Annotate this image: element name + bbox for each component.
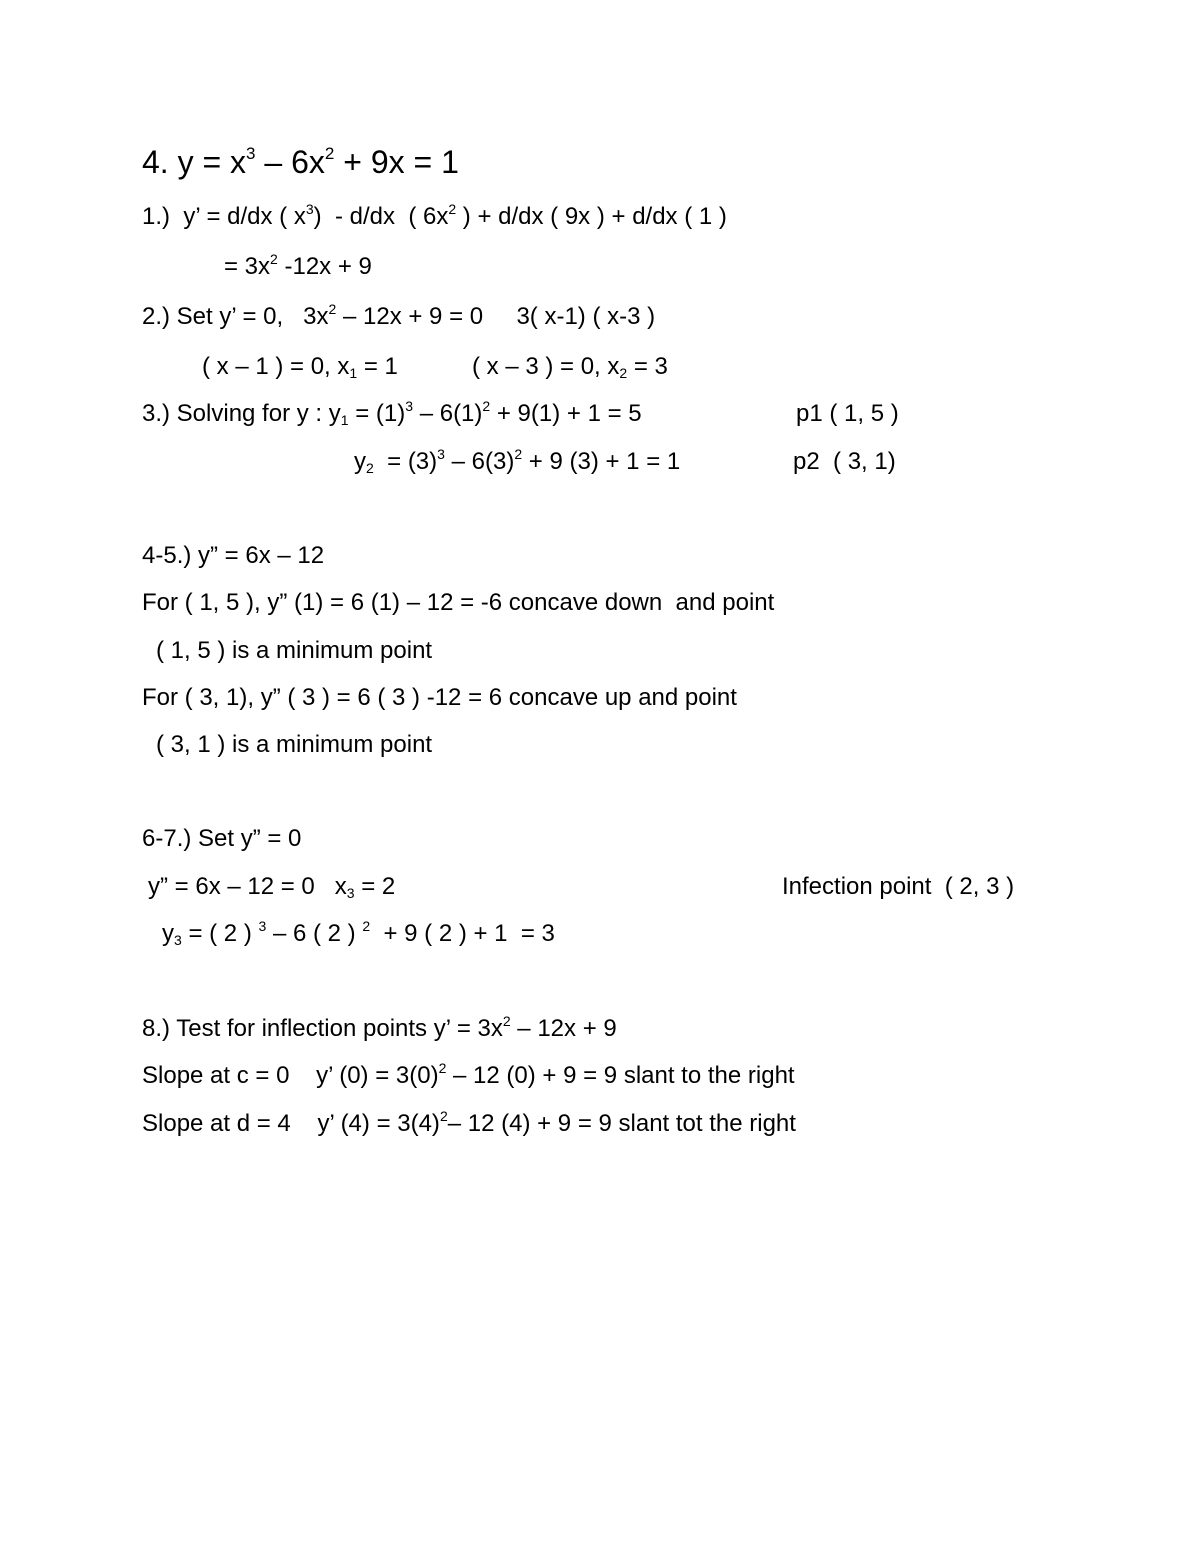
step45-conclusion-p1: ( 1, 5 ) is a minimum point — [156, 637, 433, 664]
step2-root-1: ( x – 1 ) = 0, $x_1 = 1$ — [202, 353, 398, 381]
point-p2: p2 ( 3, 1) — [793, 448, 896, 475]
step67-solve-y3: $y_3$ = ( 2 ) $^3$ – 6 ( 2 ) $^2$ + 9 ( 2 ) + 1 = 3 — [162, 918, 555, 948]
problem-title: 4. $y = x^3 - 6x^2 + 9x = 1$ — [142, 144, 459, 180]
step45-second-derivative: 4-5.) y” = 6x – 12 — [142, 542, 325, 569]
step1-result: = $3x^2$ -12x + 9 — [224, 251, 372, 280]
point-p1: p1 ( 1, 5 ) — [796, 400, 899, 427]
step2-root-2: ( x – 3 ) = 0, $x_2 = 3$ — [472, 353, 668, 381]
step1-derivative: 1.) y’ = d/dx ( $x^3) - d/dx$ ( $6x^2$ ) + d/dx ( 9x ) + d/dx ( 1 ) — [142, 201, 727, 230]
step2-set-zero: 2.) Set y’ = 0, $3x^2 - 12x + 9 = 0$ 3( x-1) ( x-3 ) — [142, 301, 656, 330]
step8-slope-d: Slope at d = 4 y’ $(4) = 3(4)^2-$ 12 (4) + 9 = 9 slant tot the right — [142, 1108, 796, 1137]
step3-solve-y2: $y_2 = (3)^3 - 6(3)^2 + 9$ (3) + 1 = 1 — [354, 446, 681, 476]
inflection-point-label: Infection point ( 2, 3 ) — [782, 873, 1015, 900]
step67-set-zero: 6-7.) Set y” = 0 — [142, 825, 302, 852]
step8-test-inflection: 8.) Test for inflection points y’ = $3x^2 - 12x + 9$ — [142, 1013, 617, 1042]
step8-slope-c: Slope at c = 0 y’ $(0) = 3(0)^2 - 12$ (0) + 9 = 9 slant to the right — [142, 1060, 795, 1089]
step45-test-p1: For ( 1, 5 ), y” (1) = 6 (1) – 12 = -6 concave down and point — [142, 589, 775, 616]
step45-test-p2: For ( 3, 1), y” ( 3 ) = 6 ( 3 ) -12 = 6 concave up and point — [142, 684, 737, 711]
step45-conclusion-p2: ( 3, 1 ) is a minimum point — [156, 731, 433, 758]
step67-solve-x3: y” = 6x – 12 = 0 $x_3 = 2$ — [148, 873, 396, 901]
step3-solve-y1: 3.) Solving for y : $y_1 = (1)^3 - 6(1)^2 + 9(1) + 1 = 5$ — [142, 398, 642, 428]
